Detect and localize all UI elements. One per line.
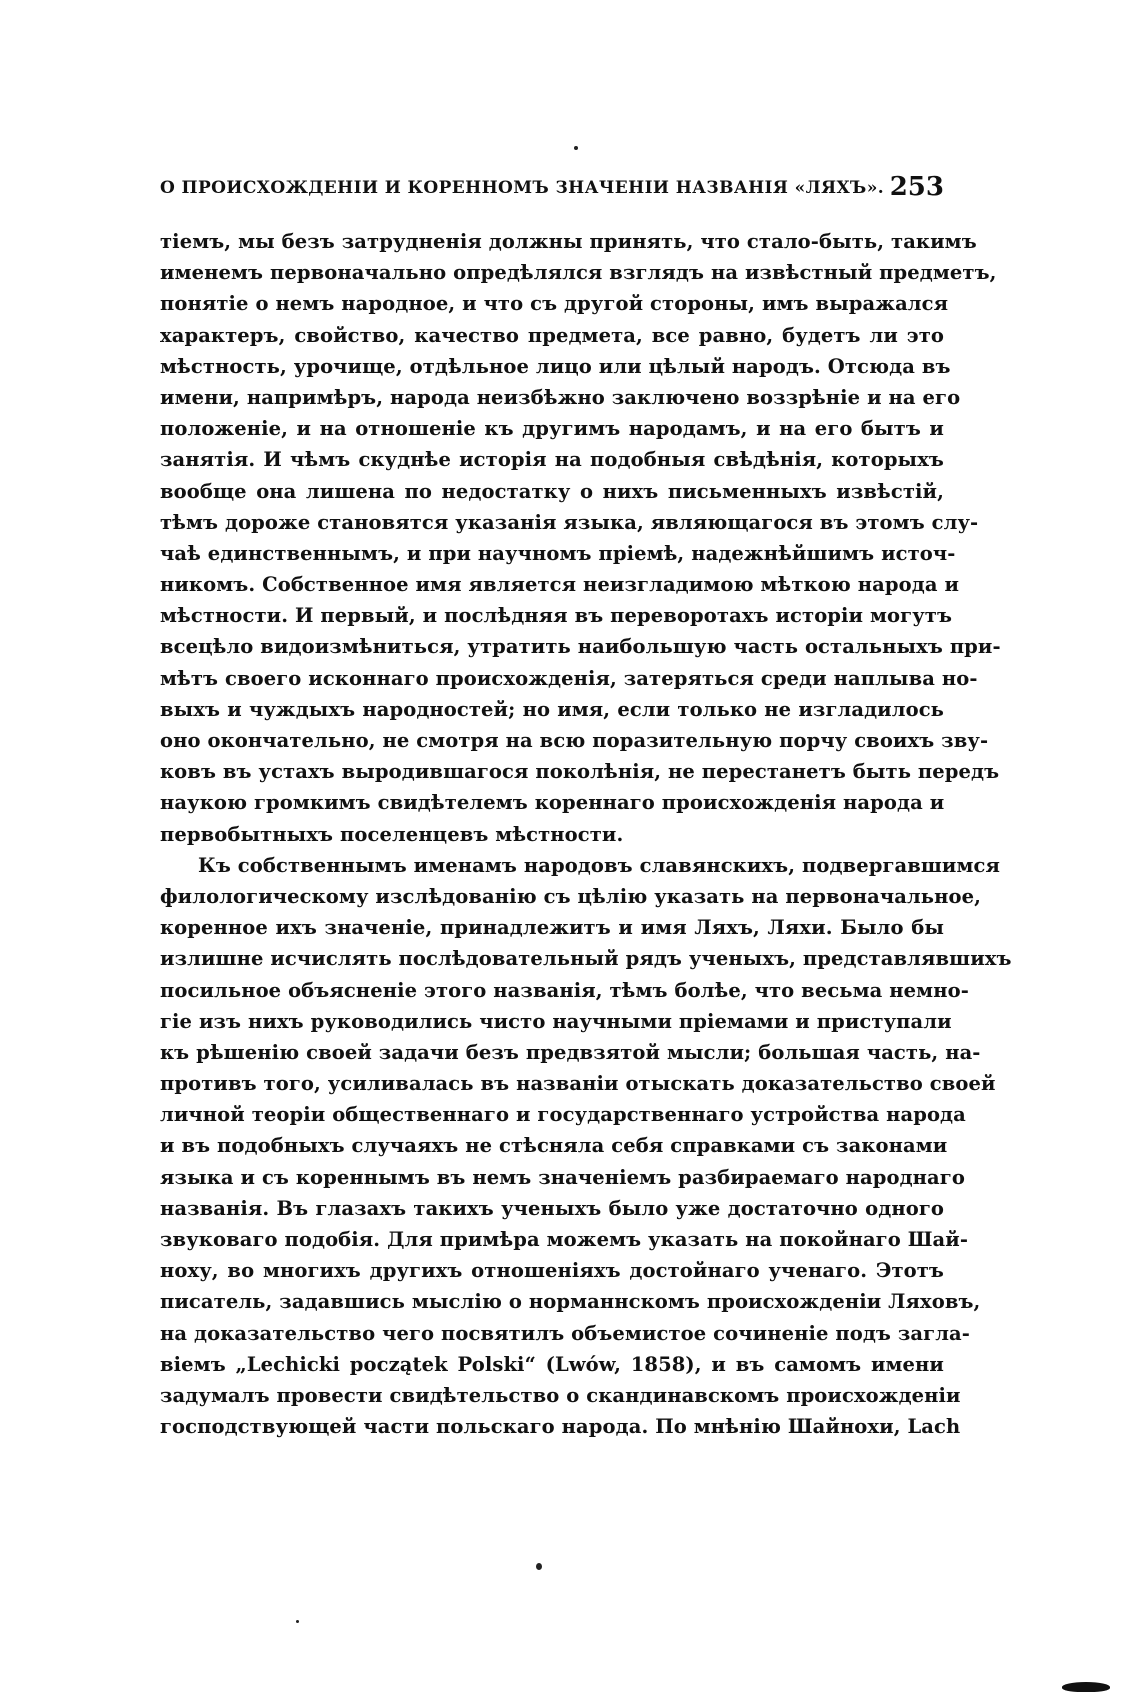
- text-line: ноху, во многихъ другихъ отношеніяхъ достойнаго ученаго. Этотъ: [160, 1259, 944, 1283]
- text-line: на доказательство чего посвятилъ объемистое сочиненіе подъ загла-: [160, 1321, 970, 1345]
- text-line: чаѣ единственнымъ, и при научномъ пріемѣ, надежнѣйшимъ источ-: [160, 541, 956, 565]
- paragraph-1: [160, 226, 1001, 850]
- text-line: имени, напримѣръ, народа неизбѣжно заключено воззрѣніе и на его: [160, 385, 961, 409]
- text-line: віемъ „Lechicki początek Polski“ (Lwów, 1858), и въ самомъ имени: [160, 1352, 944, 1376]
- print-speck: [296, 1620, 299, 1623]
- text-line: оно окончательно, не смотря на всю поразительную порчу своихъ зву-: [160, 729, 989, 752]
- text-line: тіемъ, мы безъ затрудненія должны принять, что стало-быть, такимъ: [160, 230, 977, 253]
- page-number: 253: [889, 172, 944, 202]
- text-line: характеръ, свойство, качество предмета, все равно, будетъ ли это: [160, 323, 944, 347]
- text-line: понятіе о немъ народное, и что съ другой стороны, имъ выражался: [160, 292, 949, 316]
- text-line: задумалъ провести свидѣтельство о скандинавскомъ происхожденіи: [160, 1383, 961, 1407]
- text-line: къ рѣшенію своей задачи безъ предвзятой мысли; большая часть, на-: [160, 1040, 981, 1064]
- text-line: языка и съ кореннымъ въ немъ значеніемъ разбираемаго народнаго: [160, 1165, 965, 1189]
- text-line: положеніе, и на отношеніе къ другимъ народамъ, и на его бытъ и: [160, 417, 944, 441]
- text-line: мѣстности. И первый, и послѣдняя въ переворотахъ исторіи могутъ: [160, 604, 953, 628]
- print-smudge: [1062, 1682, 1110, 1692]
- text-line: всецѣло видоизмѣниться, утратить наибольшую часть остальныхъ при-: [160, 635, 1001, 659]
- text-line: первобытныхъ поселенцевъ мѣстности.: [160, 822, 624, 846]
- text-line: именемъ первоначально опредѣлялся взглядъ на извѣстный предметъ,: [160, 261, 997, 285]
- text-line: писатель, задавшись мыслію о норманнскомъ происхожденіи Ляховъ,: [160, 1290, 981, 1314]
- text-line: противъ того, усиливалась въ названіи отыскать доказательство своей: [160, 1072, 996, 1096]
- text-line: посильное объясненіе этого названія, тѣмъ болѣе, что весьма немно-: [160, 978, 969, 1002]
- body-text: [160, 226, 1012, 1442]
- text-line: коренное ихъ значеніе, принадлежитъ и имя Ляхъ, Ляхи. Было бы: [160, 916, 944, 940]
- text-line: мѣстность, урочище, отдѣльное лицо или цѣлый народъ. Отсюда въ: [160, 354, 951, 378]
- text-line: никомъ. Собственное имя является неизгладимою мѣткою народа и: [160, 573, 960, 597]
- text-line: звуковаго подобія. Для примѣра можемъ указать на покойнаго Шай-: [160, 1228, 969, 1251]
- text-line: личной теоріи общественнаго и государственнаго устройства народа: [160, 1103, 966, 1127]
- text-line: излишне исчислять послѣдовательный рядъ ученыхъ, представлявшихъ: [160, 947, 1012, 971]
- text-line: вообще она лишена по недостатку о нихъ письменныхъ извѣстій,: [160, 479, 944, 503]
- text-line: выхъ и чуждыхъ народностей; но имя, если только не изгладилось: [160, 697, 944, 721]
- text-line: ковъ въ устахъ выродившагося поколѣнія, не перестанетъ быть передъ: [160, 760, 1000, 784]
- page-header: [160, 172, 944, 208]
- text-line: филологическому изслѣдованію съ цѣлію указать на первоначальное,: [160, 884, 982, 908]
- text-line: господствующей части польскаго народа. По мнѣнію Шайнохи, Lach: [160, 1415, 961, 1439]
- print-speck: [536, 1563, 542, 1570]
- text-line: Къ собственнымъ именамъ народовъ славянскихъ, подвергавшимся: [198, 853, 1001, 877]
- text-line: мѣтъ своего исконнаго происхожденія, затеряться среди наплыва но-: [160, 666, 978, 690]
- text-line: названія. Въ глазахъ такихъ ученыхъ было уже достаточно одного: [160, 1196, 944, 1220]
- text-line: гіе изъ нихъ руководились чисто научными пріемами и приступали: [160, 1009, 952, 1033]
- text-line: занятія. И чѣмъ скуднѣе исторія на подобныя свѣдѣнія, которыхъ: [160, 448, 944, 472]
- text-line: и въ подобныхъ случаяхъ не стѣсняла себя справками съ законами: [160, 1134, 948, 1158]
- print-speck: [574, 146, 578, 150]
- running-head: О ПРОИСХОЖДЕНІИ И КОРЕННОМЪ ЗНАЧЕНІИ НАЗВАНІЯ «ЛЯХЪ».: [160, 178, 885, 198]
- text-line: тѣмъ дороже становятся указанія языка, являющагося въ этомъ слу-: [160, 510, 979, 534]
- paragraph-2: [160, 850, 1012, 1443]
- text-line: наукою громкимъ свидѣтелемъ кореннаго происхожденія народа и: [160, 791, 945, 815]
